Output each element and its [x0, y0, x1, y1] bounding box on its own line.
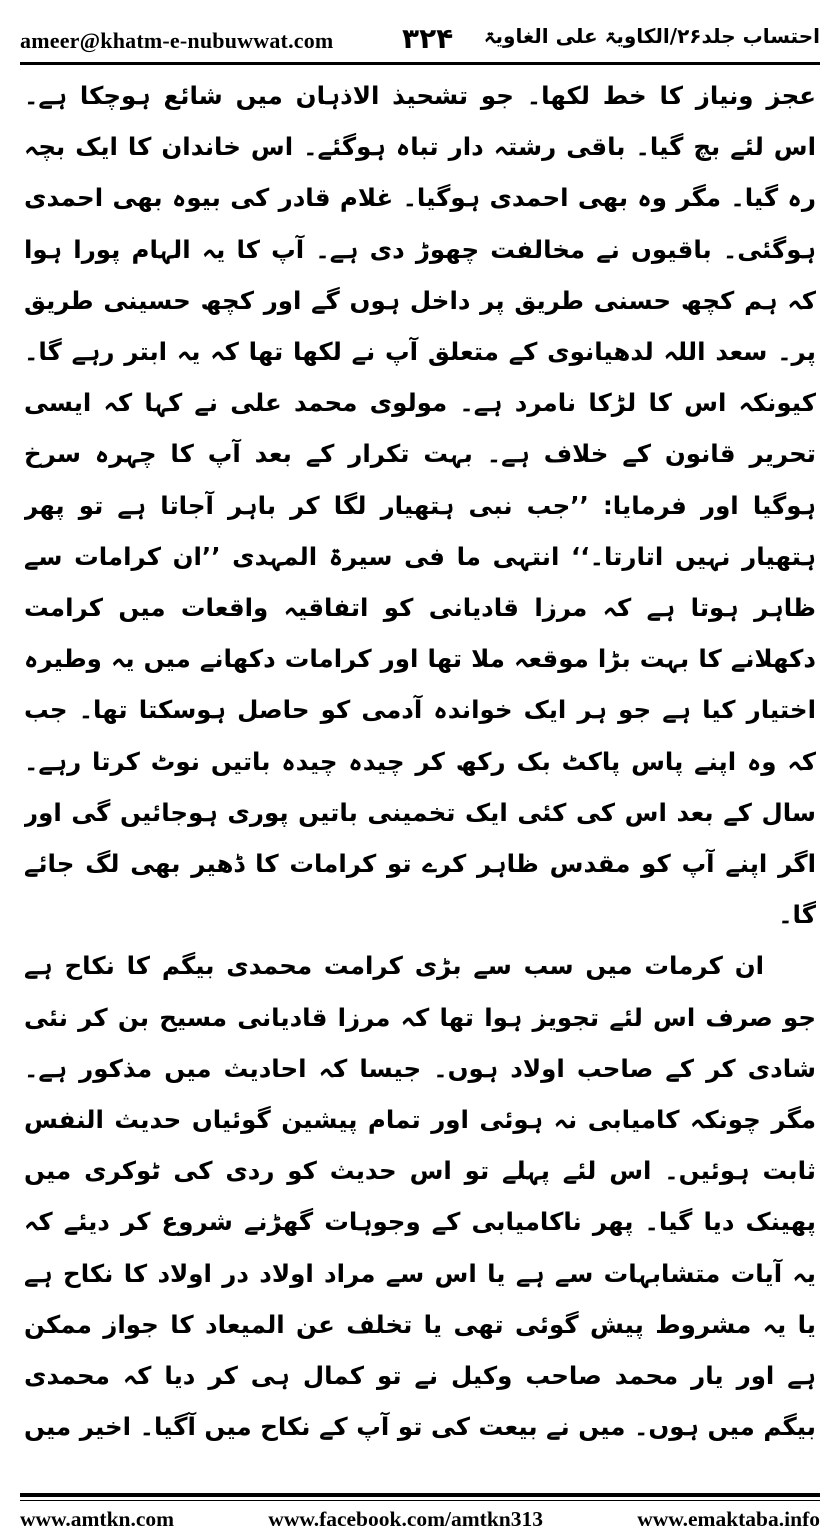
footer-link-emaktaba: www.emaktaba.info	[637, 1506, 820, 1531]
footer-link-amtkn: www.amtkn.com	[20, 1506, 175, 1531]
page-body	[24, 70, 816, 1460]
page-number: ۳۲۴	[402, 22, 454, 55]
footer-link-facebook: www.facebook.com/amtkn313	[268, 1506, 544, 1531]
body-paragraph-1: عجز ونیاز کا خط لکھا۔ جو تشحیذ الاذہان میں شائع ہوچکا ہے۔ اس لئے بچ گیا۔ باقی رشتہ دار تباہ ہوگئے۔ اس خاندان کا ایک بچہ رہ گیا۔ مگر وہ بھی احمدی ہوگیا۔ غلام قادر کی بیوہ بھی احمدی ہوگئی۔ باقیوں نے مخالفت چھوڑ دی ہے۔ آپ کا یہ الہام پورا ہوا کہ ہم کچھ حسنی طریق پر داخل ہوں گے اور کچھ حسینی طریق پر۔ سعد اللہ لدھیانوی کے متعلق آپ نے لکھا تھا کہ یہ ابتر رہے گا۔ کیونکہ اس کا لڑکا نامرد ہے۔ مولوی محمد علی نے کہا کہ ایسی تحریر قانون کے خلاف ہے۔ بہت تکرار کے بعد آپ کا چہرہ سرخ ہوگیا اور فرمایا: ’’جب نبی ہتھیار لگا کر باہر آجاتا ہے تو پھر ہتھیار نہیں اتارتا۔‘‘ انتہی ما فی سیرۃ المہدی ’’ان کرامات سے ظاہر ہوتا ہے کہ مرزا قادیانی کو اتفاقیہ واقعات میں کرامت دکھلانے کا بہت بڑا موقعہ ملا تھا اور کرامات دکھانے میں یہ وطیرہ اختیار کیا ہے جو ہر ایک خواندہ آدمی کو حاصل ہوسکتا تھا۔ جب کہ وہ اپنے پاس پاکٹ بک رکھ کر چیدہ چیدہ باتیں نوٹ کرتا رہے۔ سال کے بعد اس کی کئی ایک تخمینی باتیں پوری ہوجائیں گی اور اگر اپنے آپ کو مقدس ظاہر کرے تو کرامات کا ڈھیر بھی لگ جائے گا۔	[24, 81, 816, 930]
footer-divider	[20, 1493, 820, 1501]
page-footer	[20, 1502, 820, 1536]
book-title: احتساب جلد۲۶/الکاویۃ علی الغاویۃ	[483, 24, 820, 48]
header-email: ameer@khatm-e-nubuwwat.com	[20, 28, 334, 53]
header-divider	[20, 62, 820, 65]
body-paragraph-2: ان کرمات میں سب سے بڑی کرامت محمدی بیگم کا نکاح ہے جو صرف اس لئے تجویز ہوا تھا کہ مرزا قادیانی مسیح بن کر نئی شادی کر کے صاحب اولاد ہوں۔ جیسا کہ احادیث میں مذکور ہے۔ مگر چونکہ کامیابی نہ ہوئی اور تمام پیشین گوئیاں حدیث النفس ثابت ہوئیں۔ اس لئے پہلے تو اس حدیث کو ردی کی ٹوکری میں پھینک دیا گیا۔ پھر ناکامیابی کے وجوہات گھڑنے شروع کر دیئے کہ یہ آیات متشابہات سے ہے یا اس سے مراد اولاد در اولاد کا نکاح ہے یا یہ مشروط پیش گوئی تھی یا تخلف عن المیعاد کا جواز ممکن ہے اور یار محمد صاحب وکیل نے تو کمال ہی کر دیا کہ محمدی بیگم میں ہوں۔ میں نے بیعت کی تو آپ کے نکاح میں آگیا۔ اخیر میں	[24, 951, 816, 1442]
page-header	[20, 22, 820, 58]
